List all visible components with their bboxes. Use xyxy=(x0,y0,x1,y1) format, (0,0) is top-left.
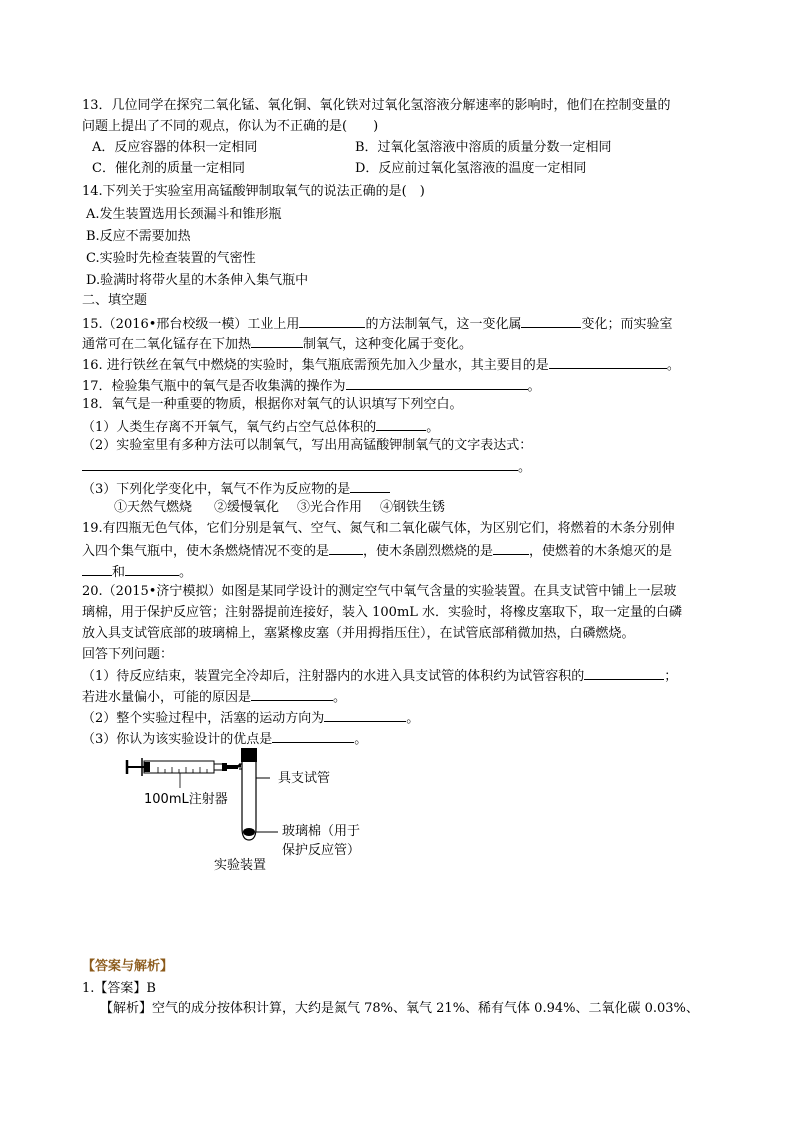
label-branched-tube: 具支试管 xyxy=(278,771,331,786)
q15-text-4: 通常可在二氧化锰存在下加热 xyxy=(82,337,252,352)
q20-sub3-end: 。 xyxy=(354,732,368,747)
q18-sub1-end: 。 xyxy=(426,420,440,435)
q13-option-a: A．反应容器的体积一定相同 xyxy=(92,140,258,155)
q19-text-2: ，使木条剧烈燃烧的是 xyxy=(363,544,494,559)
rubber-stopper xyxy=(241,748,257,762)
q19-blank-4[interactable] xyxy=(125,562,179,576)
q15-blank-1[interactable] xyxy=(299,314,365,328)
q18-option-1: ①天然气燃烧 xyxy=(114,500,193,515)
q13-option-d: D．反应前过氧化氢溶液的温度一定相同 xyxy=(355,161,587,176)
q17-end: 。 xyxy=(527,379,541,394)
q20-blank-4[interactable] xyxy=(272,729,354,743)
clamp xyxy=(222,763,227,771)
q18-blank-3[interactable] xyxy=(350,479,390,493)
q18-sub1 xyxy=(82,417,439,437)
q18-sub1-text: （1）人类生存离不开氧气，氧气约占空气总体积的 xyxy=(82,420,377,435)
label-glass-wool-2: 保护反应管） xyxy=(282,843,361,858)
q19-blank-2[interactable] xyxy=(493,541,529,555)
q19-line3 xyxy=(82,562,192,582)
q15-line1 xyxy=(82,314,672,334)
q14-option-c: C.实验时先检查装置的气密性 xyxy=(86,251,256,266)
q19-blank-3[interactable] xyxy=(82,562,112,576)
figure-caption: 实验装置 xyxy=(214,858,267,873)
section-heading-fill-in: 二、填空题 xyxy=(82,293,148,308)
q14-option-a: A.发生装置选用长颈漏斗和锥形瓶 xyxy=(86,207,282,222)
answer-1: 1.【答案】B xyxy=(82,981,156,996)
q17-blank[interactable] xyxy=(346,376,528,390)
q20-sub3 xyxy=(82,729,367,749)
q19-line2 xyxy=(82,541,672,561)
q16-text: 16. 进行铁丝在氧气中燃烧的实验时，集气瓶底需预先加入少量水，其主要目的是 xyxy=(82,358,549,373)
q20-sub1b xyxy=(82,687,346,707)
q13-option-c: C．催化剂的质量一定相同 xyxy=(92,161,245,176)
q20-sub1-text: （1）待反应结束，装置完全冷却后，注射器内的水进入具支试管的体积约为试管容积的 xyxy=(82,669,585,684)
q13-stem-line1: 13．几位同学在探究二氧化锰、氧化铜、氧化铁对过氧化氢溶液分解速率的影响时，他们在控制变量的 xyxy=(82,98,671,113)
q16-line xyxy=(82,355,680,375)
q18-sub2: （2）实验室里有多种方法可以制氧气，写出用高锰酸钾制氧气的文字表达式： xyxy=(82,438,533,453)
q20-sub3-text: （3）你认为该实验设计的优点是 xyxy=(82,732,273,747)
answers-heading: 【答案与解析】 xyxy=(82,959,174,974)
q15-text-3: 变化；而实验室 xyxy=(581,317,673,332)
q20-sub2-end: 。 xyxy=(406,711,420,726)
q15-blank-3[interactable] xyxy=(251,334,303,348)
q19-blank-1[interactable] xyxy=(329,541,363,555)
q20-sub1 xyxy=(82,666,677,686)
q18-option-4: ④钢铁生锈 xyxy=(380,500,446,515)
q19-text-4: 和 xyxy=(112,565,126,580)
q20-sub1b-end: 。 xyxy=(333,690,347,705)
q14-option-b: B.反应不需要加热 xyxy=(86,229,191,244)
q19-end: 。 xyxy=(179,565,193,580)
q20-sub1b-text: 若进水量偏小，可能的原因是 xyxy=(82,690,252,705)
q15-text-5: 制氧气，这种变化属于变化。 xyxy=(303,337,473,352)
q19-text-3: ，使燃着的木条熄灭的是 xyxy=(529,544,673,559)
q18-sub3 xyxy=(82,479,390,499)
q20-line1: 20.（2015•济宁模拟）如图是某同学设计的测定空气中氧气含量的实验装置。在具支试管中铺上一层玻 xyxy=(82,584,677,599)
q15-line2 xyxy=(82,334,472,354)
syringe-piston xyxy=(144,762,150,772)
q14-option-d: D.验满时将带火星的木条伸入集气瓶中 xyxy=(86,273,309,288)
q17-text: 17．检验集气瓶中的氧气是否收集满的操作为 xyxy=(82,379,346,394)
q20-line4: 回答下列问题： xyxy=(82,647,174,662)
q19-line1: 19.有四瓶无色气体，它们分别是氧气、空气、氮气和二氧化碳气体，为区别它们，将燃着的木条分别伸 xyxy=(82,521,675,536)
q13-option-b: B．过氧化氢溶液中溶质的质量分数一定相同 xyxy=(355,140,612,155)
q15-blank-2[interactable] xyxy=(521,314,581,328)
q18-options xyxy=(114,499,445,517)
q18-option-3: ③光合作用 xyxy=(297,500,363,515)
q18-blank-1[interactable] xyxy=(376,417,426,431)
q18-option-2: ②缓慢氧化 xyxy=(214,500,280,515)
label-glass-wool-1: 玻璃棉（用于 xyxy=(282,824,361,839)
label-syringe: 100mL注射器 xyxy=(144,792,228,807)
q20-blank-1[interactable] xyxy=(584,666,664,680)
q18-blank-2[interactable] xyxy=(82,457,518,471)
q18-sub3-text: （3）下列化学变化中，氧气不作为反应物的是 xyxy=(82,482,351,497)
q17-line xyxy=(82,376,541,396)
q20-sub2-text: （2）整个实验过程中，活塞的运动方向为 xyxy=(82,711,325,726)
q16-end: 。 xyxy=(666,358,680,373)
apparatus-figure xyxy=(118,748,398,876)
q20-line3: 放入具支试管底部的玻璃棉上，塞紧橡皮塞（并用拇指压住），在试管底部稍微加热，白磷燃烧。 xyxy=(82,626,635,641)
q20-sub2 xyxy=(82,708,419,728)
q20-blank-3[interactable] xyxy=(324,708,406,722)
q18-sub2-answer-line xyxy=(82,457,531,477)
q20-line2: 璃棉，用于保护反应管；注射器提前连接好，装入 100mL 水．实验时，将橡皮塞取下，取一定量的白磷 xyxy=(82,605,683,620)
q15-text-2: 的方法制氧气，这一变化属 xyxy=(365,317,522,332)
answer-1-analysis: 【解析】空气的成分按体积计算，大约是氮气 78%、氧气 21%、稀有气体 0.94%、二氧化碳 0.03%、 xyxy=(100,1001,699,1016)
q15-text-1: 15.（2016•邢台校级一模）工业上用 xyxy=(82,317,300,332)
q18-sub2-end: 。 xyxy=(518,460,532,475)
q18-stem: 18．氧气是一种重要的物质，根据你对氧气的认识填写下列空白。 xyxy=(82,397,463,412)
glass-wool xyxy=(243,828,255,836)
q14-stem: 14.下列关于实验室用高锰酸钾制取氧气的说法正确的是( ) xyxy=(82,184,425,199)
q20-sub1-end: ； xyxy=(664,669,678,684)
q13-stem-line2: 问题上提出了不同的观点，你认为不正确的是( ) xyxy=(82,119,379,134)
q19-text-1: 入四个集气瓶中，使木条燃烧情况不变的是 xyxy=(82,544,330,559)
q16-blank[interactable] xyxy=(549,355,667,369)
q20-blank-2[interactable] xyxy=(251,687,333,701)
